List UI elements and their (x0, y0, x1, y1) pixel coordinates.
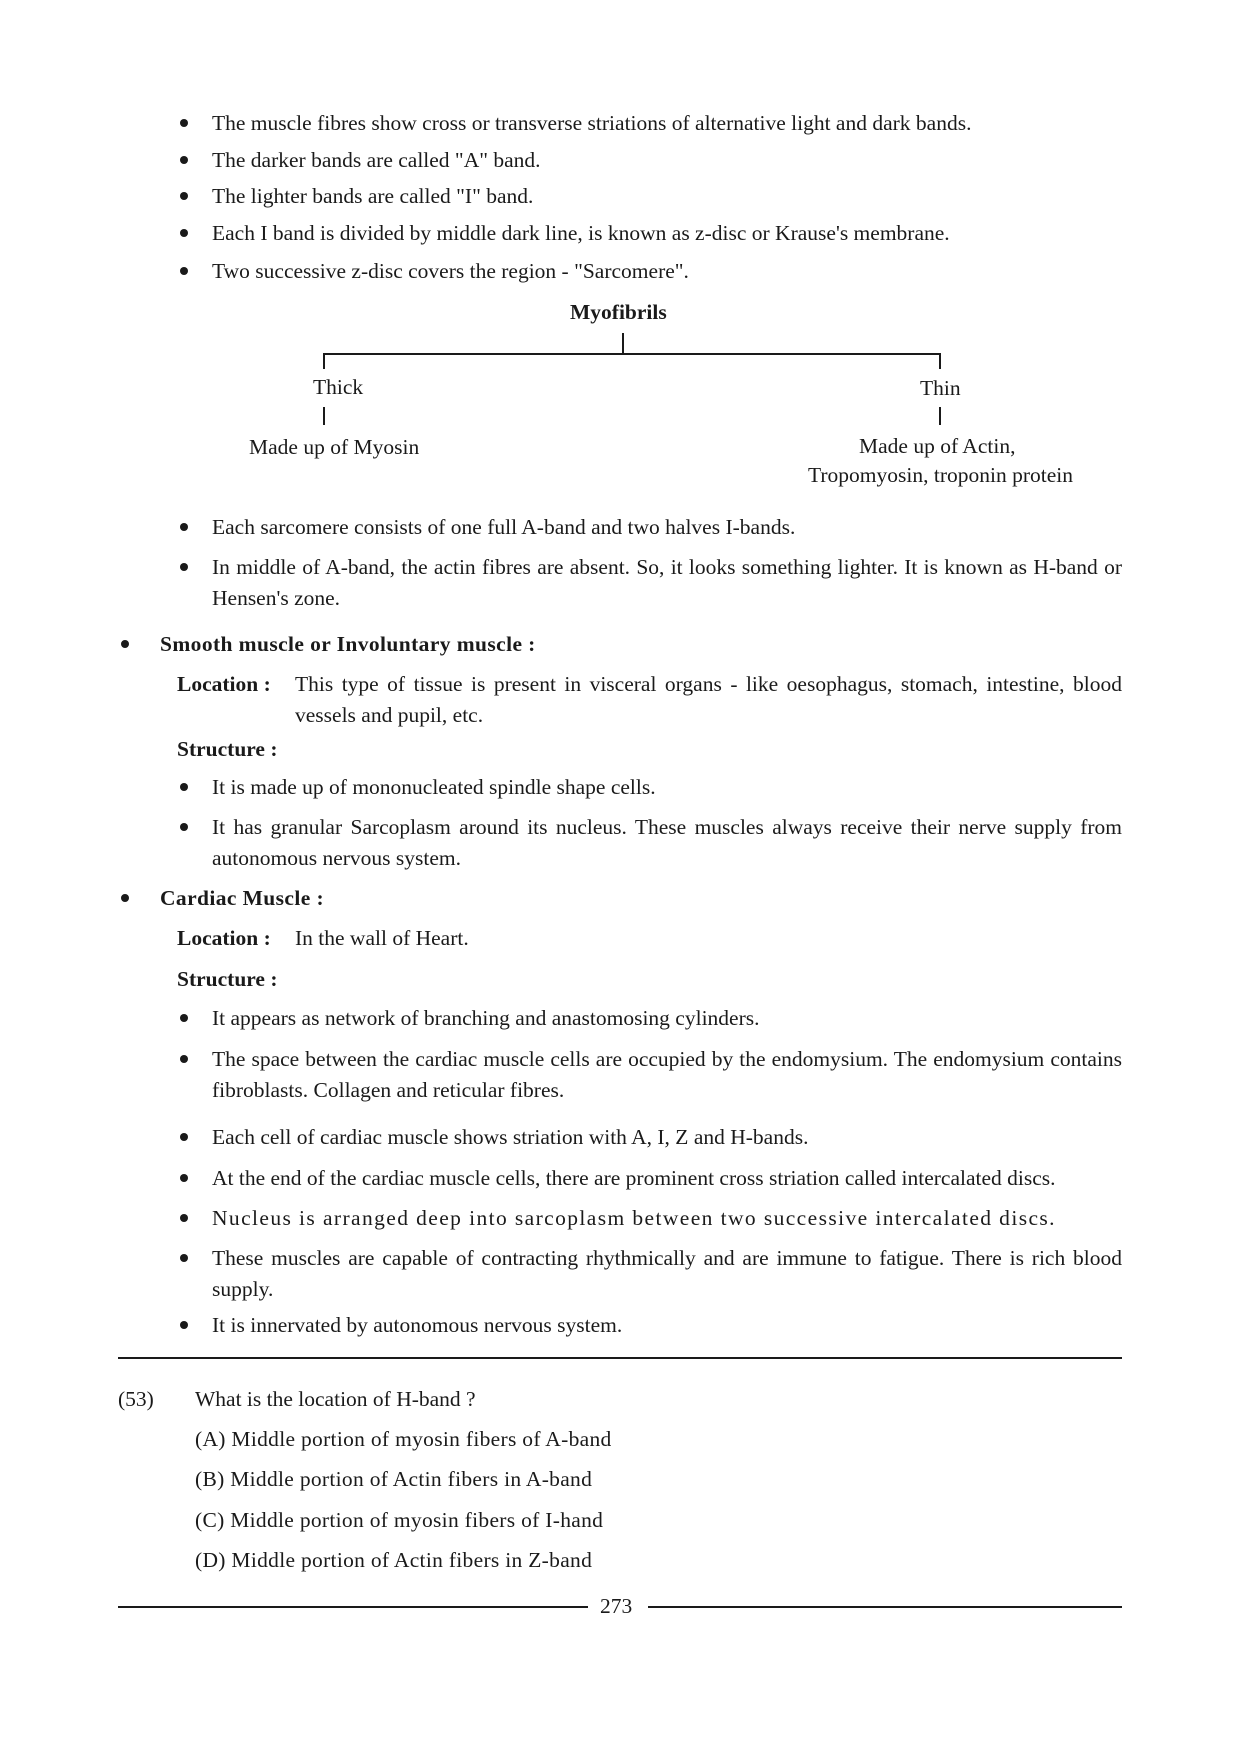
bullet-dot (180, 1055, 188, 1063)
list-item: It appears as network of branching and anastomosing cylinders. (212, 1006, 760, 1030)
list-item: The muscle fibres show cross or transverse striations of alternative light and dark bands. (212, 111, 972, 135)
list-item: It is made up of mononucleated spindle shape cells. (212, 775, 656, 799)
bullet-dot (121, 640, 129, 648)
section-heading: Cardiac Muscle : (160, 886, 325, 910)
bullet-dot (180, 119, 188, 127)
diagram-thin-label: Thin (920, 376, 961, 400)
location-label: Location : (177, 926, 271, 950)
bullet-dot (121, 894, 129, 902)
bullet-dot (180, 267, 188, 275)
list-item: It is innervated by autonomous nervous system. (212, 1313, 623, 1337)
list-item: Each cell of cardiac muscle shows striation with A, I, Z and H-bands. (212, 1125, 809, 1149)
list-item: Each sarcomere consists of one full A-band and two halves I-bands. (212, 515, 796, 539)
list-item: At the end of the cardiac muscle cells, there are prominent cross striation called intercalated discs. (212, 1166, 1056, 1190)
bullet-dot (180, 229, 188, 237)
bullet-dot (180, 563, 188, 571)
structure-label: Structure : (177, 967, 278, 991)
bullet-dot (180, 823, 188, 831)
list-item: Two successive z-disc covers the region - "Sarcomere". (212, 259, 689, 283)
diagram-right-drop (939, 353, 941, 369)
bullet-dot (180, 1254, 188, 1262)
question-option: (C) Middle portion of myosin fibers of I-hand (195, 1508, 604, 1532)
diagram-left-drop (323, 353, 325, 369)
page-number: 273 (600, 1594, 633, 1618)
footer-rule-left (118, 1606, 588, 1608)
diagram-thin-desc-1: Made up of Actin, (859, 434, 1016, 458)
diagram-thin-desc-2: Tropomyosin, troponin protein (808, 463, 1073, 487)
bullet-dot (180, 1321, 188, 1329)
bullet-dot (180, 192, 188, 200)
bullet-dot (180, 523, 188, 531)
diagram-thick-label: Thick (313, 375, 364, 399)
location-text: This type of tissue is present in visceral organs - like oesophagus, stomach, intestine, blood vessels and pupil, etc. (295, 672, 1122, 727)
section-divider (118, 1357, 1122, 1359)
location-text: In the wall of Heart. (295, 926, 469, 950)
list-item: The lighter bands are called "I" band. (212, 184, 534, 208)
diagram-thick-desc: Made up of Myosin (249, 435, 420, 459)
list-item: The space between the cardiac muscle cells are occupied by the endomysium. The endomysium contains fibroblasts. Collagen and reticular fibres. (212, 1047, 1122, 1102)
structure-label: Structure : (177, 737, 278, 761)
list-item: Nucleus is arranged deep into sarcoplasm between two successive intercalated discs. (212, 1206, 1056, 1230)
location-label: Location : (177, 672, 271, 696)
question-option: (A) Middle portion of myosin fibers of A-band (195, 1427, 612, 1451)
bullet-dot (180, 783, 188, 791)
list-item: Each I band is divided by middle dark line, is known as z-disc or Krause's membrane. (212, 221, 950, 245)
question-option: (B) Middle portion of Actin fibers in A-band (195, 1467, 593, 1491)
list-item: The darker bands are called "A" band. (212, 148, 541, 172)
list-item: These muscles are capable of contracting rhythmically and are immune to fatigue. There is rich blood supply. (212, 1246, 1122, 1301)
question-option: (D) Middle portion of Actin fibers in Z-band (195, 1548, 593, 1572)
diagram-root-label: Myofibrils (570, 300, 667, 324)
footer-rule-right (648, 1606, 1122, 1608)
bullet-dot (180, 156, 188, 164)
bullet-dot (180, 1174, 188, 1182)
bullet-dot (180, 1133, 188, 1141)
bullet-dot (180, 1214, 188, 1222)
list-item: It has granular Sarcoplasm around its nucleus. These muscles always receive their nerve supply from autonomous nervous system. (212, 815, 1122, 870)
question-number: (53) (118, 1387, 154, 1411)
question-text: What is the location of H-band ? (195, 1387, 476, 1411)
diagram-stem (622, 333, 624, 353)
diagram-left-connector (323, 407, 325, 425)
list-item: In middle of A-band, the actin fibres are absent. So, it looks something lighter. It is known as H-band or Hensen's zone. (212, 555, 1122, 610)
diagram-crossbar (323, 353, 941, 355)
section-heading: Smooth muscle or Involuntary muscle : (160, 632, 536, 656)
bullet-dot (180, 1014, 188, 1022)
diagram-right-connector (939, 407, 941, 425)
